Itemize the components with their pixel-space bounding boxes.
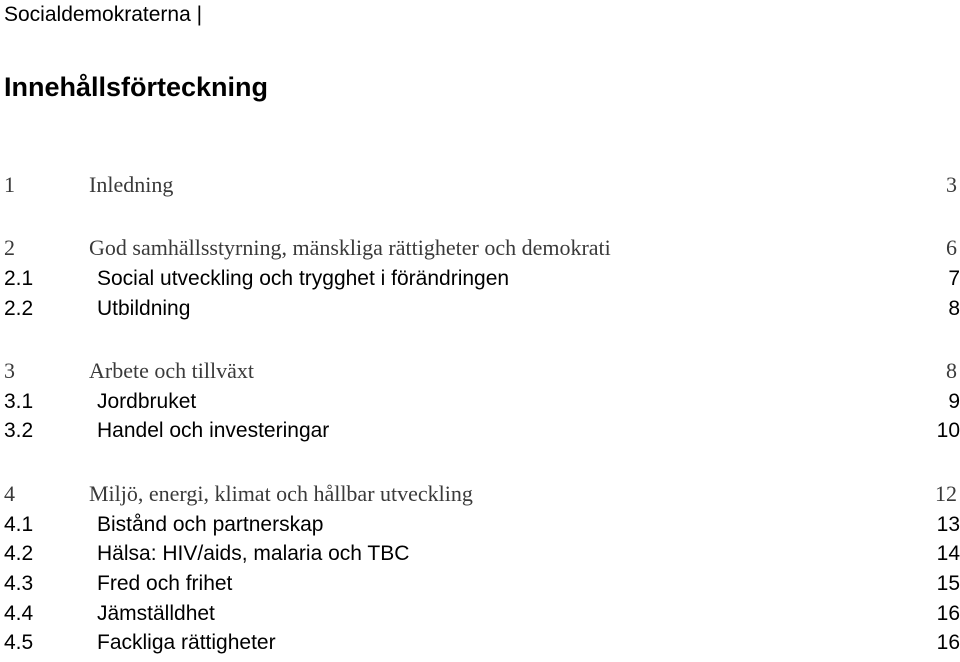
toc-entry-number: 4.1 [4, 513, 34, 536]
toc-entry-page: 10 [936, 419, 960, 442]
toc-entry-section[interactable] [0, 569, 960, 599]
toc-entry-label: God samhällsstyrning, mänskliga rättigheter och demokrati [89, 235, 611, 260]
toc-entry-page: 14 [936, 542, 960, 565]
toc-entry-label: Bistånd och partnerskap [97, 513, 324, 536]
toc-entry-chapter[interactable] [0, 233, 960, 263]
toc-entry-page: 13 [936, 513, 960, 536]
toc-entry-chapter[interactable] [0, 479, 960, 509]
document-header: Socialdemokraterna | [4, 3, 203, 26]
toc-entry-number: 2.2 [4, 297, 34, 320]
toc-entry-label: Jämställdhet [97, 602, 215, 625]
toc-entry-page: 7 [948, 267, 960, 290]
toc-entry-chapter[interactable] [0, 356, 960, 386]
toc-entry-page: 8 [946, 358, 957, 383]
toc-entry-page: 8 [948, 297, 960, 320]
toc-entry-page: 6 [946, 235, 957, 260]
toc-entry-section[interactable] [0, 539, 960, 569]
toc-entry-section[interactable] [0, 294, 960, 324]
toc-entry-number: 4.3 [4, 572, 34, 595]
toc-entry-number: 4.4 [4, 602, 34, 625]
toc-entry-page: 16 [936, 631, 960, 654]
toc-entry-section[interactable] [0, 628, 960, 658]
toc-entry-section[interactable] [0, 387, 960, 417]
toc-entry-number: 4.2 [4, 542, 34, 565]
toc-entry-section[interactable] [0, 416, 960, 446]
toc-entry-page: 16 [936, 602, 960, 625]
toc-entry-label: Utbildning [97, 297, 191, 320]
toc-entry-label: Arbete och tillväxt [89, 358, 254, 383]
toc-entry-number: 4 [4, 481, 15, 506]
toc-entry-number: 3.1 [4, 390, 34, 413]
toc-entry-section[interactable] [0, 599, 960, 629]
toc-entry-page: 9 [948, 390, 960, 413]
toc-entry-page: 3 [946, 172, 957, 197]
toc-entry-number: 2 [4, 235, 15, 260]
toc-entry-page: 12 [935, 481, 957, 506]
toc-entry-number: 4.5 [4, 631, 34, 654]
toc-entry-number: 3 [4, 358, 15, 383]
toc-entry-label: Fred och frihet [97, 572, 233, 595]
toc-entry-section[interactable] [0, 264, 960, 294]
toc-entry-page: 15 [936, 572, 960, 595]
toc-entry-chapter[interactable] [0, 170, 960, 200]
toc-entry-label: Fackliga rättigheter [97, 631, 276, 654]
toc-entry-label: Miljö, energi, klimat och hållbar utveckling [89, 481, 473, 506]
toc-entry-label: Handel och investeringar [97, 419, 330, 442]
toc-entry-number: 1 [4, 172, 15, 197]
toc-entry-label: Jordbruket [97, 390, 197, 413]
toc-entry-label: Social utveckling och trygghet i förändringen [97, 267, 510, 290]
toc-entry-number: 2.1 [4, 267, 34, 290]
toc-entry-section[interactable] [0, 510, 960, 540]
toc-entry-label: Hälsa: HIV/aids, malaria och TBC [97, 542, 410, 565]
page-title: Innehållsförteckning [4, 72, 269, 102]
toc-entry-label: Inledning [89, 172, 174, 197]
toc-entry-number: 3.2 [4, 419, 34, 442]
